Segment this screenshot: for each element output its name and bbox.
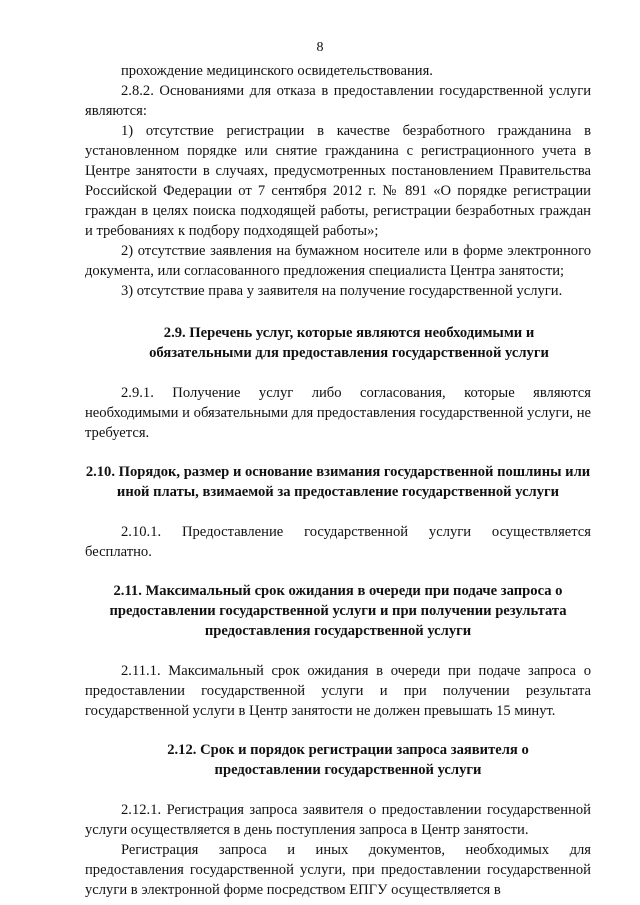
page-number: 8 <box>316 40 324 55</box>
heading-2-12: 2.12. Срок и порядок регистрации запроса заявителя о предоставлении государственной услуги <box>167 742 529 778</box>
paragraph-2-9-1: 2.9.1. Получение услуг либо согласования, которые являются необходимыми и обязательными для предоставления государственной услуги, не требуется. <box>85 385 591 441</box>
heading-2-11: 2.11. Максимальный срок ожидания в очереди при подаче запроса о предоставлении государственной услуги и при получении результата предоставления государственной услуги <box>109 583 567 639</box>
heading-2-10: 2.10. Порядок, размер и основание взимания государственной пошлины или иной платы, взимаемой за предоставление государственной услуги <box>85 464 591 500</box>
paragraph-registration: Регистрация запроса и иных документов, необходимых для предоставления государственной услуги, при предоставлении государственной услуги в электронной форме посредством ЕПГУ осуществляется в <box>85 842 591 898</box>
list-item-1: 1) отсутствие регистрации в качестве безработного гражданина в установленном порядке или снятие гражданина с регистрационного учета в Центре занятости в случаях, предусмотренных постановлением Правительства Российской Федерации от 7 сентября 2012 г. № 891 «О порядке регистрации граждан в целях поиска подходящей работы, регистрации безработных граждан и требованиях к подбору подходящей работы»; <box>85 123 591 239</box>
paragraph-2-12-1: 2.12.1. Регистрация запроса заявителя о предоставлении государственной услуги осуществляется в день поступления запроса в Центр занятости. <box>85 802 591 838</box>
document-body <box>85 61 591 900</box>
list-item-2: 2) отсутствие заявления на бумажном носителе или в форме электронного документа, или согласованного предложения специалиста Центра занятости; <box>85 243 591 279</box>
list-item-3: 3) отсутствие права у заявителя на получение государственной услуги. <box>121 283 563 299</box>
paragraph-2-10-1: 2.10.1. Предоставление государственной услуги осуществляется бесплатно. <box>85 524 591 560</box>
heading-2-9: 2.9. Перечень услуг, которые являются необходимыми и обязательными для предоставления государственной услуги <box>149 325 549 361</box>
paragraph-2-8-2: 2.8.2. Основаниями для отказа в предоставлении государственной услуги являются: <box>85 83 591 119</box>
paragraph-2-11-1: 2.11.1. Максимальный срок ожидания в очереди при подаче запроса о предоставлении государственной услуги и при получении результата государственной услуги в Центр занятости не должен превышать 15 минут. <box>85 663 591 719</box>
paragraph-medical-exam: прохождение медицинского освидетельствования. <box>121 63 433 79</box>
